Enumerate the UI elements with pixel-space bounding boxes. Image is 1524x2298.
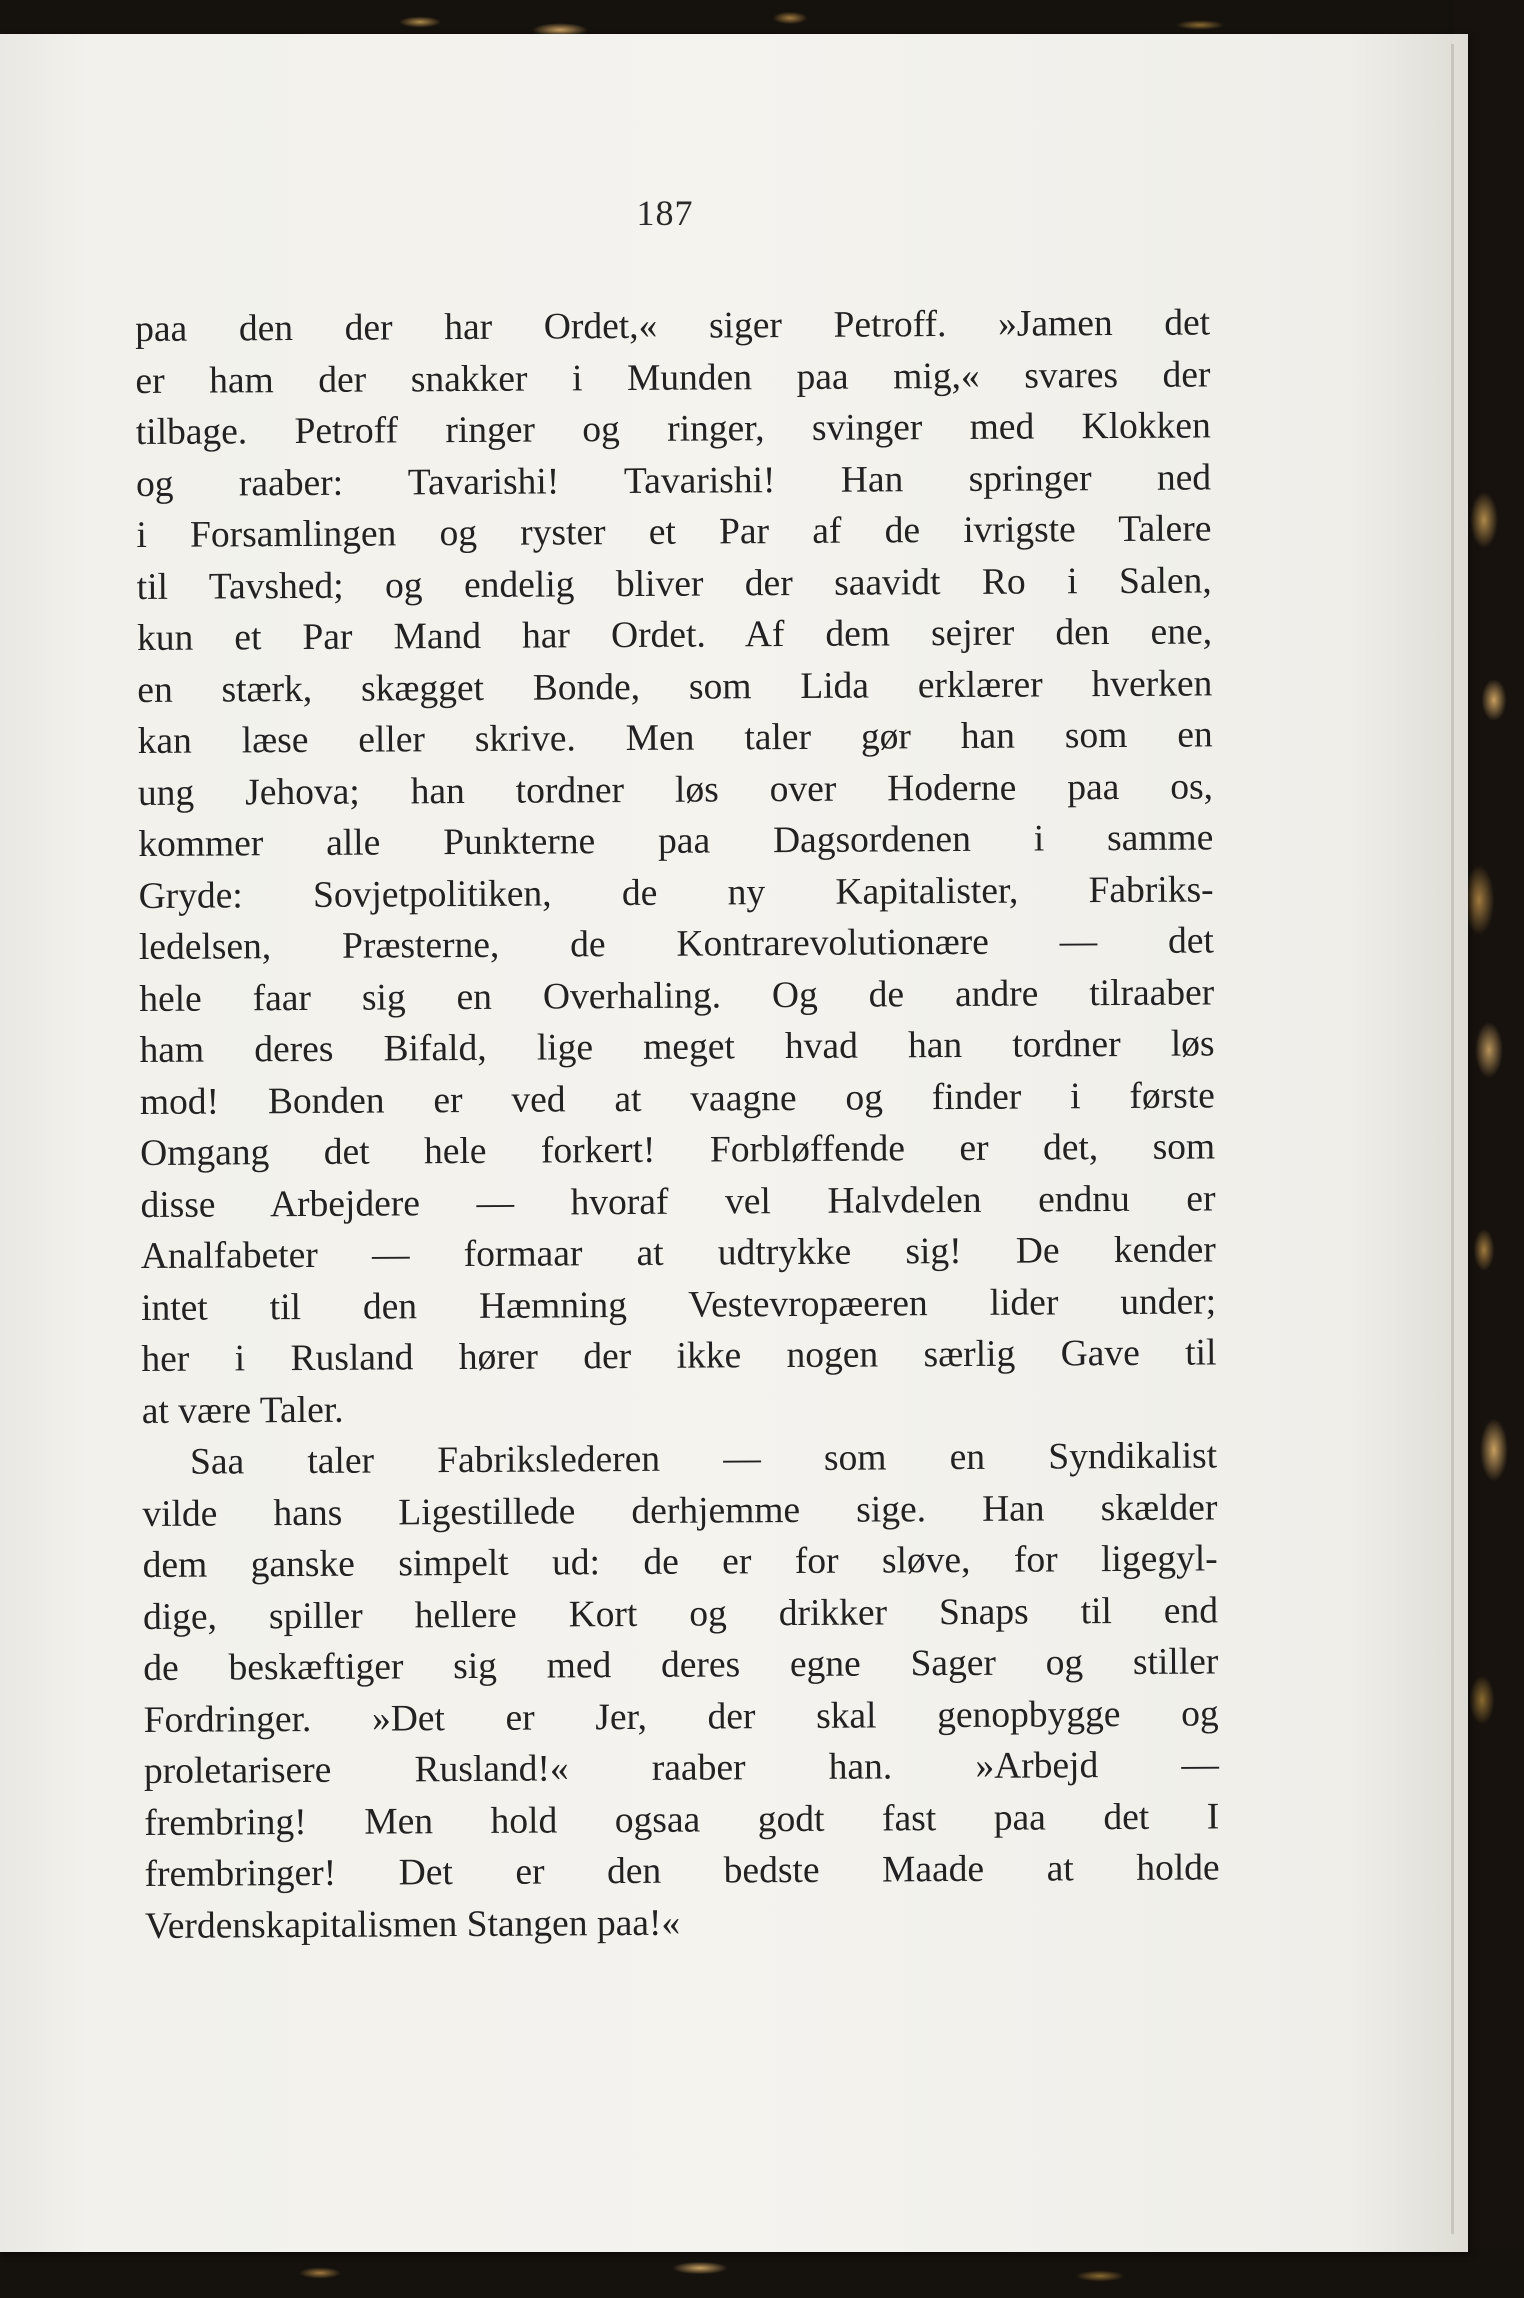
text-line: Analfabeter — formaar at udtrykke sig! De kender: [140, 1229, 1216, 1277]
text-line: ung Jehova; han tordner løs over Hoderne paa os,: [137, 765, 1214, 814]
paragraph-2: [142, 1430, 1220, 1952]
text-line: Verdenskapitalismen Stangen paa!«: [144, 1902, 681, 1947]
paragraph-1: [135, 297, 1217, 1437]
text-line: ham deres Bifald, lige meget hvad han tordner løs: [139, 1023, 1215, 1071]
text-line: hele faar sig en Overhaling. Og de andre tilraaber: [139, 971, 1215, 1020]
text-line: til Tavshed; og endelig bliver der saavidt Ro i Salen,: [136, 559, 1212, 608]
text-line: her i Rusland hører der ikke nogen særlig Gave til: [141, 1332, 1217, 1380]
text-line: frembringer! Det er den bedste Maade at holde: [144, 1847, 1220, 1895]
text-line: disse Arbejdere — hvoraf vel Halvdelen endnu er: [140, 1177, 1216, 1226]
text-line: Omgang det hele forkert! Forbløffende er det, som: [140, 1126, 1216, 1174]
page-number: 187: [636, 193, 694, 233]
text-line: mod! Bonden er ved at vaagne og finder i første: [139, 1074, 1215, 1123]
text-line: ledelsen, Præsterne, de Kontrarevolutionære — det: [138, 920, 1215, 968]
text-line: dem ganske simpelt ud: de er for sløve, for ligegyl-: [142, 1538, 1218, 1586]
text-line: er ham der snakker i Munden paa mig,« svares der: [135, 353, 1211, 402]
marbled-cover-bottom: [0, 2248, 1524, 2298]
text-line: vilde hans Ligestillede derhjemme sige. Han skælder: [142, 1486, 1218, 1535]
text-line: kommer alle Punkterne paa Dagsordenen i samme: [138, 817, 1214, 865]
text-line: tilbage. Petroff ringer og ringer, svinger med Klokken: [135, 405, 1211, 453]
text-line: intet til den Hæmning Vestevropæeren lider under;: [141, 1280, 1217, 1329]
text-line: en stærk, skægget Bonde, som Lida erklærer hverken: [137, 662, 1213, 711]
body-text: [135, 297, 1220, 1952]
text-line: Saa taler Fabrikslederen — som en Syndikalist: [189, 1435, 1218, 1483]
text-line: paa den der har Ordet,« siger Petroff. »Jamen det: [135, 302, 1211, 350]
text-line: i Forsamlingen og ryster et Par af de ivrigste Talere: [136, 508, 1212, 556]
text-line: Gryde: Sovjetpolitiken, de ny Kapitalister, Fabriks-: [138, 868, 1214, 917]
text-line: frembring! Men hold ogsaa godt fast paa det I: [144, 1795, 1220, 1844]
text-line: kun et Par Mand har Ordet. Af dem sejrer den ene,: [136, 611, 1213, 659]
text-line: og raaber: Tavarishi! Tavarishi! Han springer ned: [135, 456, 1212, 505]
text-line: proletarisere Rusland!« raaber han. »Arbejd —: [143, 1744, 1220, 1792]
text-line: dige, spiller hellere Kort og drikker Snaps til end: [142, 1589, 1219, 1638]
text-line: de beskæftiger sig med deres egne Sager og stiller: [143, 1641, 1219, 1689]
text-line: at være Taler.: [141, 1389, 344, 1432]
page-edge: [1451, 44, 1454, 2234]
text-line: Fordringer. »Det er Jer, der skal genopbygge og: [143, 1692, 1219, 1741]
text-line: kan læse eller skrive. Men taler gør han som en: [137, 714, 1213, 762]
book-page: [0, 34, 1468, 2252]
